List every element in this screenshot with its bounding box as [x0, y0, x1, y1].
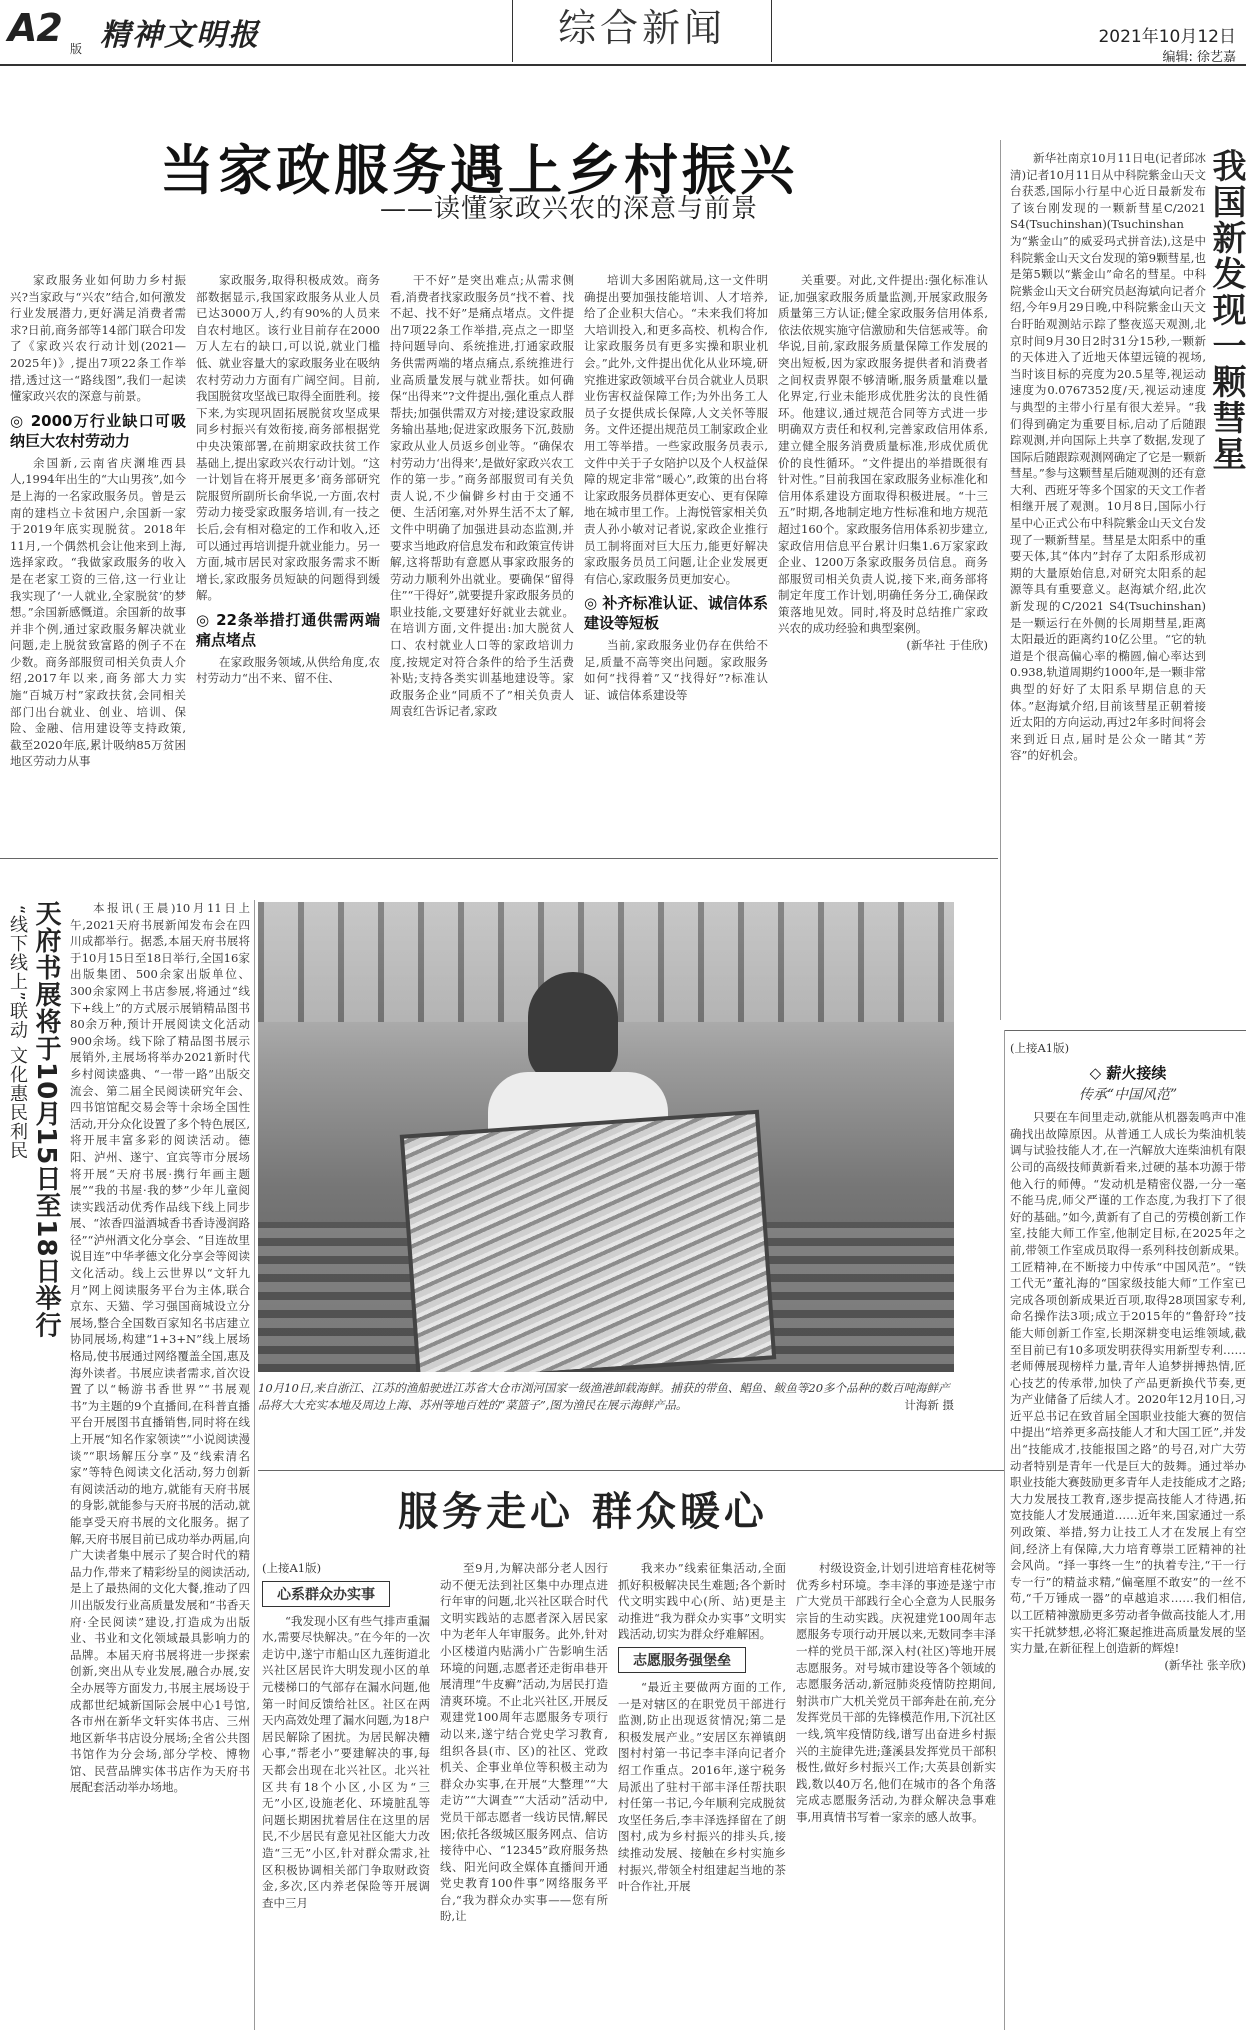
- editor-credit: 编辑: 徐艺嘉: [1162, 50, 1236, 65]
- section-subheading: ◎ 22条举措打通供需两端痛点堵点: [196, 610, 380, 649]
- service-story-column-3: [618, 1560, 786, 2030]
- fisherman-head: [528, 972, 618, 1082]
- paragraph: 家政服务,取得积极成效。商务部数据显示,我国家政服务从业人员已达3000万人,约有90%的人员来自农村地区。该行业目前存在2000万人左右的缺口,可以说,就业门槛低、就业容量大的家政服务业在吸纳农村劳动力方面有广阔空间。目前,我国脱贫攻坚战已取得全面胜利。接下来,为实现巩固拓展脱贫攻坚成果同乡村振兴有效衔接,商务部根据党中央决策部署,在前期家政扶贫工作基础上,提出家政兴农行动计划。“这一计划旨在将开展更多‘商务部研究院服贸所副所长俞华说,一方面,农村劳动力接受家政服务培训,有一技之长后,会有相对稳定的工作和收入,还可以通过再培训提升就业能力。另一方面,城市居民对家政服务需求不断增长,家政服务员短缺的问题得到缓解。: [196, 273, 380, 603]
- paragraph: 关重要。对此,文件提出:强化标准认证,加强家政服务质量监测,开展家政服务质量第三方认证;健全家政服务信用体系,依法依规实施守信激励和失信惩戒等。俞华说,目前,家政服务质量保障工作发展的突出短板,因为家政服务提供者和消费者之间权责界限不够清晰,服务质量难以量化界定,行业未能形成优胜劣汰的良性循环。他建议,通过规范合同等方式进一步明确双方责任和权利,完善家政信用体系,建立健全服务消费质量标准,形成优质优价的良性循环。“文件提出的举措既很有针对性。”目前我国在家政服务业标准化和信用体系建设方面取得积极进展。“十三五”时期,各地制定地方性标准和地方规范超过160个。家政服务信用体系初步建立,家政信用信息平台累计归集1.6万家家政企业、1200万条家政服务员信息。商务部服贸司相关负责人说,接下来,商务部将制定年度工作计划,明确任务分工,确保政策落地见效。同时,将及时总结推广家政兴农的成功经验和典型案例。: [778, 273, 988, 636]
- fish-tray: [400, 1110, 777, 1372]
- paragraph: 新华社南京10月11日电(记者邱冰清)记者10月11日从中科院紫金山天文台获悉,国际小行星中心近日最新发布了该台刚发现的一颗新彗星C/2021 S4(Tsuchinshan)(Tsuchinshan为“紫金山”的威妥玛式拼音法),这是中科院紫金山天文台发现的第9颗彗星,也是第5颗以“紫金山”命名的彗星。中科院紫金山天文台研究员赵海斌向记者介绍,今年9月29日晚,中科院紫金山天文台盱眙观测站示踪了整夜巡天观测,北京时间9月30日2时31分15秒,一颗新的天体进入了近地天体望远镜的视场,当时该目标的亮度为20.5星等,视运动速度为0.0767352度/天,视运动速度与典型的主带小行星有很大差异。“我们得到确定为重要目标,启动了后随跟踪观测,并向国际上共享了数据,发现了国际后随跟踪观测网确定了它是一颗新彗星。”参与这颗彗星后随观测的还有意大利、西班牙等多个国家的天文工作者相继开展了观测。10月8日,国际小行星中心正式公布中科院紫金山天文台发现了一颗新彗星。彗星是太阳系中的重要天体,其“体内”封存了太阳系形成初期的大量原始信息,对研究太阳系的起源等具有重要意义。赵海斌介绍,此次新发现的C/2021 S4(Tsuchinshan)是一颗运行在外侧的长周期彗星,距离太阳最近的距离约10亿公里。“它的轨道是个很高偏心率的椭圆,偏心率达到0.938,轨道周期约1000年,是一颗非常典型的好好了太阳系早期信息的天体。”赵海斌介绍,目前该彗星正朝着接近太阳的方向运动,再过2年多时间将会来到近日点,届时是公众一睹其“芳容”的好机会。: [1010, 151, 1206, 763]
- fisherman-photo: [258, 902, 954, 1372]
- main-story-column-4: [584, 272, 768, 842]
- main-story-column-3: [390, 272, 574, 842]
- column-divider: [1004, 1030, 1005, 2030]
- section-subheading: ◇ 薪火接续: [1089, 1063, 1167, 1082]
- paragraph: 培训大多困陷就局,这一文件明确提出要加强技能培训、人才培养,给了企业积大信心。“未来我们将加大培训投入,和更多高校、机构合作,让家政服务员有更多实操和职业机会。”此外,文件提出优化从业环境,研究推进家政领域平台员合就业人员职业伤害权益保障工作;为外出务工人员子女提供成长保障,人文关怀等服务。文件还提出规范员工制家政企业用工等举措。一些家政服务员表示,文件中关于子女陪护以及个人权益保障的规定非常“暖心”,政策的出台将让家政服务员群体更安心、更有保障地在城市里工作。上海悦管家相关负责人孙小敏对记者说,家政企业推行员工制将面对巨大压力,能更好解决家政服务员员工问题,让企业发展更有信心,家政服务员更加安心。: [584, 273, 768, 586]
- paragraph: 只要在车间里走动,就能从机器轰鸣声中准确找出故障原因。从普通工人成长为柴油机装调与试验技能人才,在一汽解放大连柴油机有限公司的高级技师黄新看来,过硬的基本功源于带他入行的师傅。“发动机是精密仪器,一分一毫不能马虎,师父严谨的工作态度,为我打下了很好的基础。”如今,黄新有了自己的劳模创新工作室,技能大师工作室,他制定目标,在2025年之前,带领工作室成员取得一系列科技创新成果。工匠精神,在不断接力中传承“中国风范”。“铁工代无”董礼海的“国家级技能大师”工作室已完成各项创新成果近百项,取得28项国家专利,命名操作法3项;成立于2015年的“鲁舒玲”技能大师创新工作室,长期深耕变电运维领域,截至目前已有10多项发明获得实用新型专利……老师傅展现榜样力量,青年人追梦拼搏热情,匠心技艺的传承带,加快了产品更新换代节奏,更为产业储备了后续人才。2020年12月10日,习近平总书记在致首届全国职业技能大赛的贺信中提出“培养更多高技能人才和大国工匠”,并发出“技能成才,技能报国之路”的号召,对广大劳动者特别是青年一代是巨大的鼓舞。通过举办职业技能大赛鼓励更多青年人走技能成才之路;大力发展技工教育,逐步提高技能人才待遇,拓宽技能人才发展通道……近年来,国家通过一系列政策、举措,努力让技工人才在发展上有空间,经济上有保障,大力培育尊崇工匠精神的社会风尚。“择一事终一生”的执着专注,“干一行专一行”的精益求精,“偏毫厘不敢安”的一丝不苟,“千万锤成一器”的卓越追求……我们相信,以工匠精神激励更多劳动者争做高技能人才,用实干托就梦想,必将汇聚起推进高质量发展的坚实力量,在新征程上创造新的辉煌!: [1010, 1110, 1246, 1656]
- section-subtitle: 传承“中国风范”: [1078, 1086, 1178, 1103]
- service-story-column-1: [262, 1560, 430, 2030]
- paragraph: 家政服务业如何助力乡村振兴?当家政与“兴农”结合,如何激发行业发展潜力,更好满足消费者需求?日前,商务部等14部门联合印发了《家政兴农行动计划(2021—2025年)》,提出7项22条工作举措,透过这一“路线图”,我们一起读懂家政兴农的深意与前景。: [10, 273, 186, 404]
- column-divider: [254, 900, 255, 2030]
- main-story-column-2: [196, 272, 380, 842]
- service-story-title: 服务走心 群众暖心: [398, 1489, 768, 1535]
- paragraph: 余国新,云南省庆渊堆西县人,1994年出生的“大山男孩”,如今是上海的一名家政服务员。曾是云南的建档立卡贫困户,余国新一家于2019年底实现脱贫。2018年11月,一个偶然机会让他来到上海,选择家政。“我做家政服务的收入是在老家工资的三倍,这一行业让我实现了‘一人就业,全家脱贫’的梦想。”余国新感慨道。余国新的故事并非个例,通过家政服务解决就业问题,走上脱贫致富路的例子不在少数。商务部服贸司相关负责人介绍,2017年以来,商务部大力实施“百城万村”家政扶贫,会同相关部门出台就业、创业、培训、保险、金融、信用建设等支持政策,截至2020年底,累计吸纳85万贫困地区劳动力从事: [10, 455, 186, 769]
- craftsman-story: [1010, 1040, 1246, 2030]
- photo-credit: 计海新 摄: [904, 1398, 954, 1412]
- main-subheadline: ——读懂家政兴农的深意与前景: [380, 194, 759, 224]
- paragraph: 至9月,为解决部分老人因行动不便无法到社区集中办理点进行年审的问题,北兴社区联合时代文明实践站的志愿者深入居民家中为老年人年审服务。此外,针对小区楼道内贴满小广告影响生活环境的问题,志愿者还走街串巷开展清理“牛皮癣”活动,为居民打造清爽环境。不止北兴社区,开展反观建党100周年志愿服务专项行动以来,遂宁结合党史学习教育,组织各县(市、区)的社区、党政机关、企事业单位等积极主动为群众办实事,在开展“大整理”“大走访”“大调查”“大活动”活动中,党员干部志愿者一线访民情,解民困;依托各级城区服务网点、信访接待中心、“12345”政府服务热线、阳光问政全媒体直播间开通党史教育100件事”网络服务平台,“我为群众办实事——您有所盼,让: [440, 1561, 608, 1924]
- section-subheading: ◎ 补齐标准认证、诚信体系建设等短板: [584, 594, 768, 633]
- page-number: A2: [8, 6, 62, 50]
- section-subheading: ◎ 2000万行业缺口可吸纳巨大农村劳动力: [10, 411, 186, 450]
- main-headline: 当家政服务遇上乡村振兴: [160, 139, 798, 202]
- book-fair-subtitle: “线下线上”联动 文化惠民利民: [7, 905, 28, 1161]
- section-tag: 志愿服务强堡垒: [618, 1647, 746, 1673]
- paragraph: 我来办”线索征集活动,全面抓好积极解决民生难题;各个新时代文明实践中心(所、站)更是主动推进“我为群众办实事”文明实践活动,切实为群众纾难解困。: [618, 1561, 786, 1642]
- paragraph: 当前,家政服务业仍存在供给不足,质量不高等突出问题。家政服务如何“找得着”又“找得好”?标准认证、诚信体系建设等: [584, 638, 768, 703]
- byline: (新华社 张辛欣): [1164, 1657, 1246, 1672]
- book-fair-body: [70, 900, 250, 2030]
- section-title: 综合新闻: [512, 0, 772, 62]
- service-story-column-4: [796, 1560, 996, 2030]
- masthead: [0, 0, 1246, 66]
- page-number-suffix: 版: [70, 42, 83, 56]
- paragraph: 在家政服务领域,从供给角度,农村劳动力“出不来、留不住、: [196, 654, 380, 686]
- comet-story-title: 我国新发现一颗彗星: [1206, 148, 1246, 472]
- column-divider: [1000, 140, 1001, 1020]
- main-story-column-5: [778, 272, 988, 842]
- jump-label: (上接A1版): [262, 1561, 322, 1575]
- photo-caption: [258, 1380, 954, 1414]
- paragraph: 本报讯(王晨)10月11日上午,2021天府书展新闻发布会在四川成都举行。据悉,本届天府书展将于10月15日至18日举行,全国16家出版集团、500余家出版单位、300余家网上书店参展,将通过“线下+线上”的方式展示展销精品图书80余万种,预计开展阅读文化活动900余场。线下除了精品图书展示展销外,主展场将举办2021新时代乡村阅读盛典、“一带一路”出版交流会、第二届全民阅读研究年会、四书馆馆配交易会等十余场全国性活动,开分众化设置了多个特色展区,将开展丰富多彩的阅读活动。德阳、泸州、遂宁、宜宾等市分展场将开展“天府书展·携行年画主题展”“我的书屋·我的梦”少年儿童阅读实践活动优秀作品线下线上同步展、“浓香四溢酒城香书香诗漫润路径”“泸州酒文化分享会、“目连故里说目连”中华孝德文化分享会等阅读文化活动。线上云世界以“文轩九月”网上阅读服务平台为主体,联合京东、天猫、学习强国商城设立分展场,整合全国数百家知名书店建立协同展场,构建“1+3+N”线上展场格局,使书展通过网络覆盖全国,惠及海外读者。书展应读者需求,首次设置了以“畅游书香世界”“书展观书”为主题的9个直播间,在科普直播平台开展图书直播销售,同时将在线上开展“知名作家领读”“小说阅读漫谈”“职场解压分享”及“线索清名家”等特色阅读文化活动,努力创新有阅读活动的地方,就能有天府书展的身影,就能参与天府书展的活动,就能享受天府书展的文化服务。据了解,天府书展目前已成功举办两届,向广大读者集中展示了契合时代的精品力作,带来了精彩纷呈的阅读活动,是上了最热闹的文化大餐,推动了四川出版发行业高质量发展和“书香天府·全民阅读”建设,打造成为出版业、书业和文化领域最具影响力的品牌。本届天府书展将进一步探索创新,突出从专业发展,融合办展,安全办展等方面发力,书展主展场设于成都世纪城新国际会展中心1号馆,各市州在新华文轩实体书店、三州地区新华书店设分展场;全省公共图书馆作为分会场,部分学校、博物馆、民营品牌实体书店作为天府书展配套活动举办场地。: [70, 901, 250, 1795]
- byline: (新华社 于佳欣): [906, 638, 988, 653]
- comet-story-body: [1010, 150, 1206, 1010]
- section-divider: [258, 1470, 1004, 1471]
- book-fair-title: 天府书展将于10月15日至18日举行: [31, 900, 61, 1339]
- caption-text: 10月10日,来自浙江、江苏的渔船驶进江苏省大仓市浏河国家一级渔港卸载海鲜。捕获的带鱼、鲳鱼、鲅鱼等20多个品种的数百吨海鲜产品将大大充实本地及周边上海、苏州等地百姓的“菜篮子”,图为渔民在展示海鲜产品。: [258, 1381, 950, 1412]
- newspaper-logo: 精神文明报: [100, 18, 260, 53]
- paragraph: 村级设资金,计划引进培育桂花树等优秀乡村环境。李丰泽的事迹是遂宁市广大党员干部践行全心全意为人民服务宗旨的生动实践。庆祝建党100周年志愿服务专项行动开展以来,无数同李丰泽一样的党员干部,深入村(社区)等地开展志愿服务。对号城市建设等各个领域的志愿服务活动,新冠肺炎疫情防控期间,射洪市广大机关党员干部奔赴在前,充分发挥党员干部的先锋模范作用,下沉社区一线,筑牢疫情防线,谱写出奋进乡村振兴的主旋律先进;蓬溪县发挥党员干部积极性,做好乡村振兴工作;大英县创新实践,数以40万名,他们在城市的各个角落完成志愿服务活动,为群众解决急事难事,用真情书写着一家亲的感人故事。: [796, 1561, 996, 1824]
- main-story-column-1: [10, 272, 186, 842]
- section-divider: [1004, 1030, 1246, 1031]
- section-divider: [0, 858, 998, 859]
- section-tag: 心系群众办实事: [262, 1581, 390, 1607]
- paragraph: “我发现小区有些气排声重漏水,需要尽快解决。”在今年的一次走访中,遂宁市船山区九莲街道北兴社区居民许大明发现小区的单元楼梯口的气部存在漏水问题,他第一时间反馈给社区。社区在两天内高效处理了漏水问题,为18户居民解除了困扰。为居民解决糟心事,“帮老小”要建解决的事,每天都会出现在北兴社区。北兴社区共有18个小区,小区为“三无”小区,设施老化、环境脏乱等问题长期困扰着居住在这里的居民,不少居民有意见社区能大力改造“三无”小区,针对群众需求,社区积极协调相关部门争取财政资金,多次,区内养老保险等开展调查中三月: [262, 1613, 430, 1910]
- jump-label: (上接A1版): [1010, 1041, 1070, 1055]
- paragraph: “最近主要做两方面的工作,一是对辖区的在职党员干部进行监测,防止出现返贫情况;第二是积极发展产业。”安居区东禅镇朗图村村第一书记李丰泽向记者介绍工作重点。2016年,遂宁税务局派出了驻村干部丰泽任帮扶职村任第一书记,今年顺利完成脱贫攻坚任务后,李丰泽选择留在了朗图村,成为乡村振兴的排头兵,接续推动发展、接触在乡村实施乡村振兴,带领全村组建起当地的茶叶合作社,开展: [618, 1679, 786, 1894]
- issue-date: 2021年10月12日: [1098, 27, 1236, 47]
- service-story-column-2: [440, 1560, 608, 2030]
- paragraph: 干不好”是突出难点;从需求侧看,消费者找家政服务员“找不着、找不起、找不好”是痛点堵点。文件提出7项22条工作举措,亮点之一即坚持问题导向、系统推进,打通家政服务供需两端的堵点痛点,系统推进行业高质量发展与就业帮扶。如何确保“出得来”?文件提出,强化重点人群帮扶;加强供需双方对接;建设家政服务输出基地;促进家政服务下沉,鼓励家政从业人员返乡创业等。“确保农村劳动力‘出得来’,是做好家政兴农工作的第一步。”商务部服贸司有关负责人说,不少偏僻乡村由于交通不便、生活闭塞,对外界生活不太了解,文件中明确了加强进县动态监测,并要求当地政府信息发布和政策宣传讲解,这将帮助有意愿从事家政服务的劳动力顺利外出就业。要确保“留得住”“干得好”,就要提升家政服务员的职业技能,文要建好好就业去就业。在培训方面,文件提出:加大脱贫人口、农村就业人口等的家政培训力度,按规定对符合条件的给予生活费补贴;支持各类实训基地建设等。家政服务企业“同质不了”相关负责人周袁红告诉记者,家政: [390, 273, 574, 719]
